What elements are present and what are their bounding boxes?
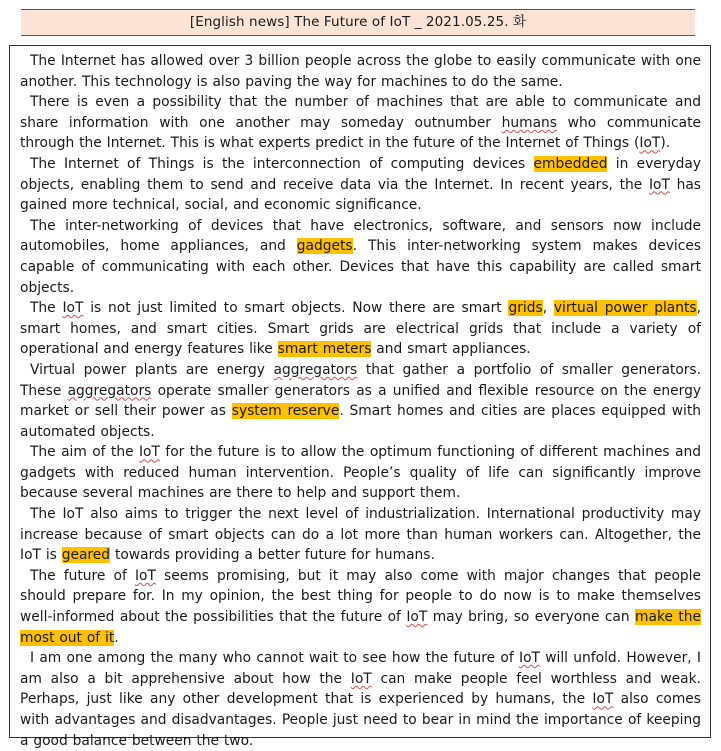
highlighted-phrase: geared [61,547,111,564]
document-title-bar [21,9,695,36]
paragraph-text: Virtual power plants are energy [30,361,274,378]
article-paragraph [20,92,701,154]
spellcheck-flagged-word: IoT [519,650,540,667]
highlighted-phrase: grids [508,300,543,317]
paragraph-text: ). [660,135,671,152]
article-paragraph [20,566,701,648]
paragraph-text: and smart appliances. [371,341,531,358]
paragraph-text: operate smaller generators as a unified and flexible resource on the energy market or sell their power as [20,382,701,420]
article-paragraph [20,648,701,751]
article-paragraph [20,442,701,504]
document-title: [English news] The Future of IoT _ 2021.05.25. 화 [189,14,527,30]
spellcheck-flagged-word: aggregators [273,361,358,378]
article-paragraph [20,360,701,442]
article-box [9,45,711,749]
article-paragraph [20,298,701,360]
article-paragraph [20,154,701,216]
paragraph-text: , [542,300,554,317]
paragraph-text: in everyday objects, enabling them to send and receive data via the Internet. In recent years, the [20,155,701,193]
paragraph-text: towards providing a better future for humans. [110,547,435,564]
paragraph-text: seems promising, but it may also come with major changes that people should prepare for. In my opinion, the best thing for people to do now is to make themselves well-informed about the possibilities that the future of [20,567,701,626]
spellcheck-flagged-word: IoT [134,567,156,584]
spellcheck-flagged-word: IoT [62,300,84,317]
highlighted-phrase: make the most out of it [20,609,701,646]
paragraph-text: will unfold. However, I am also a bit apprehensive about how the [20,650,701,687]
paragraph-text: who communicate through the Internet. This is what experts predict in the future of the Internet of Things ( [20,114,701,152]
paragraph-text: , smart homes, and smart cities. Smart grids are electrical grids that include a variety of operational and energy features like [20,300,701,358]
article-paragraph [20,216,701,298]
paragraph-text: . This inter-networking system makes devices capable of communicating with each other. Devices that have this capability are called smart objects. [20,238,702,296]
highlighted-phrase: smart meters [277,341,372,358]
spellcheck-flagged-word: IoT [406,609,428,626]
article-paragraph [20,504,701,566]
paragraph-text: for the future is to allow the optimum functioning of different machines and gadgets with reduced human intervention. People’s quality of life can significantly improve because several machines are there to help and support them. [20,444,701,502]
spellcheck-flagged-word: IoT [592,691,614,708]
paragraph-text: The Internet of Things is the interconnection of computing devices [30,155,534,172]
paragraph-text: The future of [30,567,135,584]
article-paragraph [20,51,701,92]
highlighted-phrase: virtual power plants [553,300,697,317]
paragraph-text: The inter-networking of devices that have electronics, software, and sensors now include automobiles, home appliances, and [20,217,701,255]
paragraph-text: The [30,300,63,317]
paragraph-text: The aim of the [30,444,139,461]
highlighted-phrase: embedded [533,155,608,172]
paragraph-text: . [114,629,119,646]
spellcheck-flagged-word: IoT [648,176,670,193]
paragraph-text: The IoT also aims to trigger the next level of industrialization. International productivity may increase because of smart objects can do a lot more than human workers can. Altogether, the IoT is [20,506,701,564]
highlighted-phrase: gadgets [296,238,353,255]
paragraph-text: I am one among the many who cannot wait to see how the future of [30,650,519,667]
paragraph-text: that gather a portfolio of smaller generators. These [20,361,702,399]
spellcheck-flagged-word: IoT [350,670,372,687]
highlighted-phrase: system reserve [231,403,340,420]
spellcheck-flagged-word: IoT [639,135,661,152]
spellcheck-flagged-word: humans [501,114,557,131]
paragraph-text: is not just limited to smart objects. Now there are smart [83,300,509,317]
paragraph-text: The Internet has allowed over 3 billion people across the globe to easily communicate with one another. This technology is also paving the way for machines to do the same. [20,53,701,90]
paragraph-text: . Smart homes and cities are places equipped with automated objects. [20,403,702,440]
spellcheck-flagged-word: aggregators [67,382,152,399]
paragraph-text: also comes with advantages and disadvantages. People just need to bear in mind the importance of keeping a good balance between the two. [20,691,701,749]
paragraph-text: There is even a possibility that the number of machines that are able to communicate and share information with one another may someday outnumber [20,94,701,131]
spellcheck-flagged-word: IoT [138,444,160,461]
paragraph-text: has gained more technical, social, and economic significance. [20,176,701,214]
paragraph-text: may bring, so everyone can [427,609,636,626]
paragraph-text: can make people feel worthless and weak. Perhaps, just like any other development that is experienced by humans, the [20,670,701,708]
